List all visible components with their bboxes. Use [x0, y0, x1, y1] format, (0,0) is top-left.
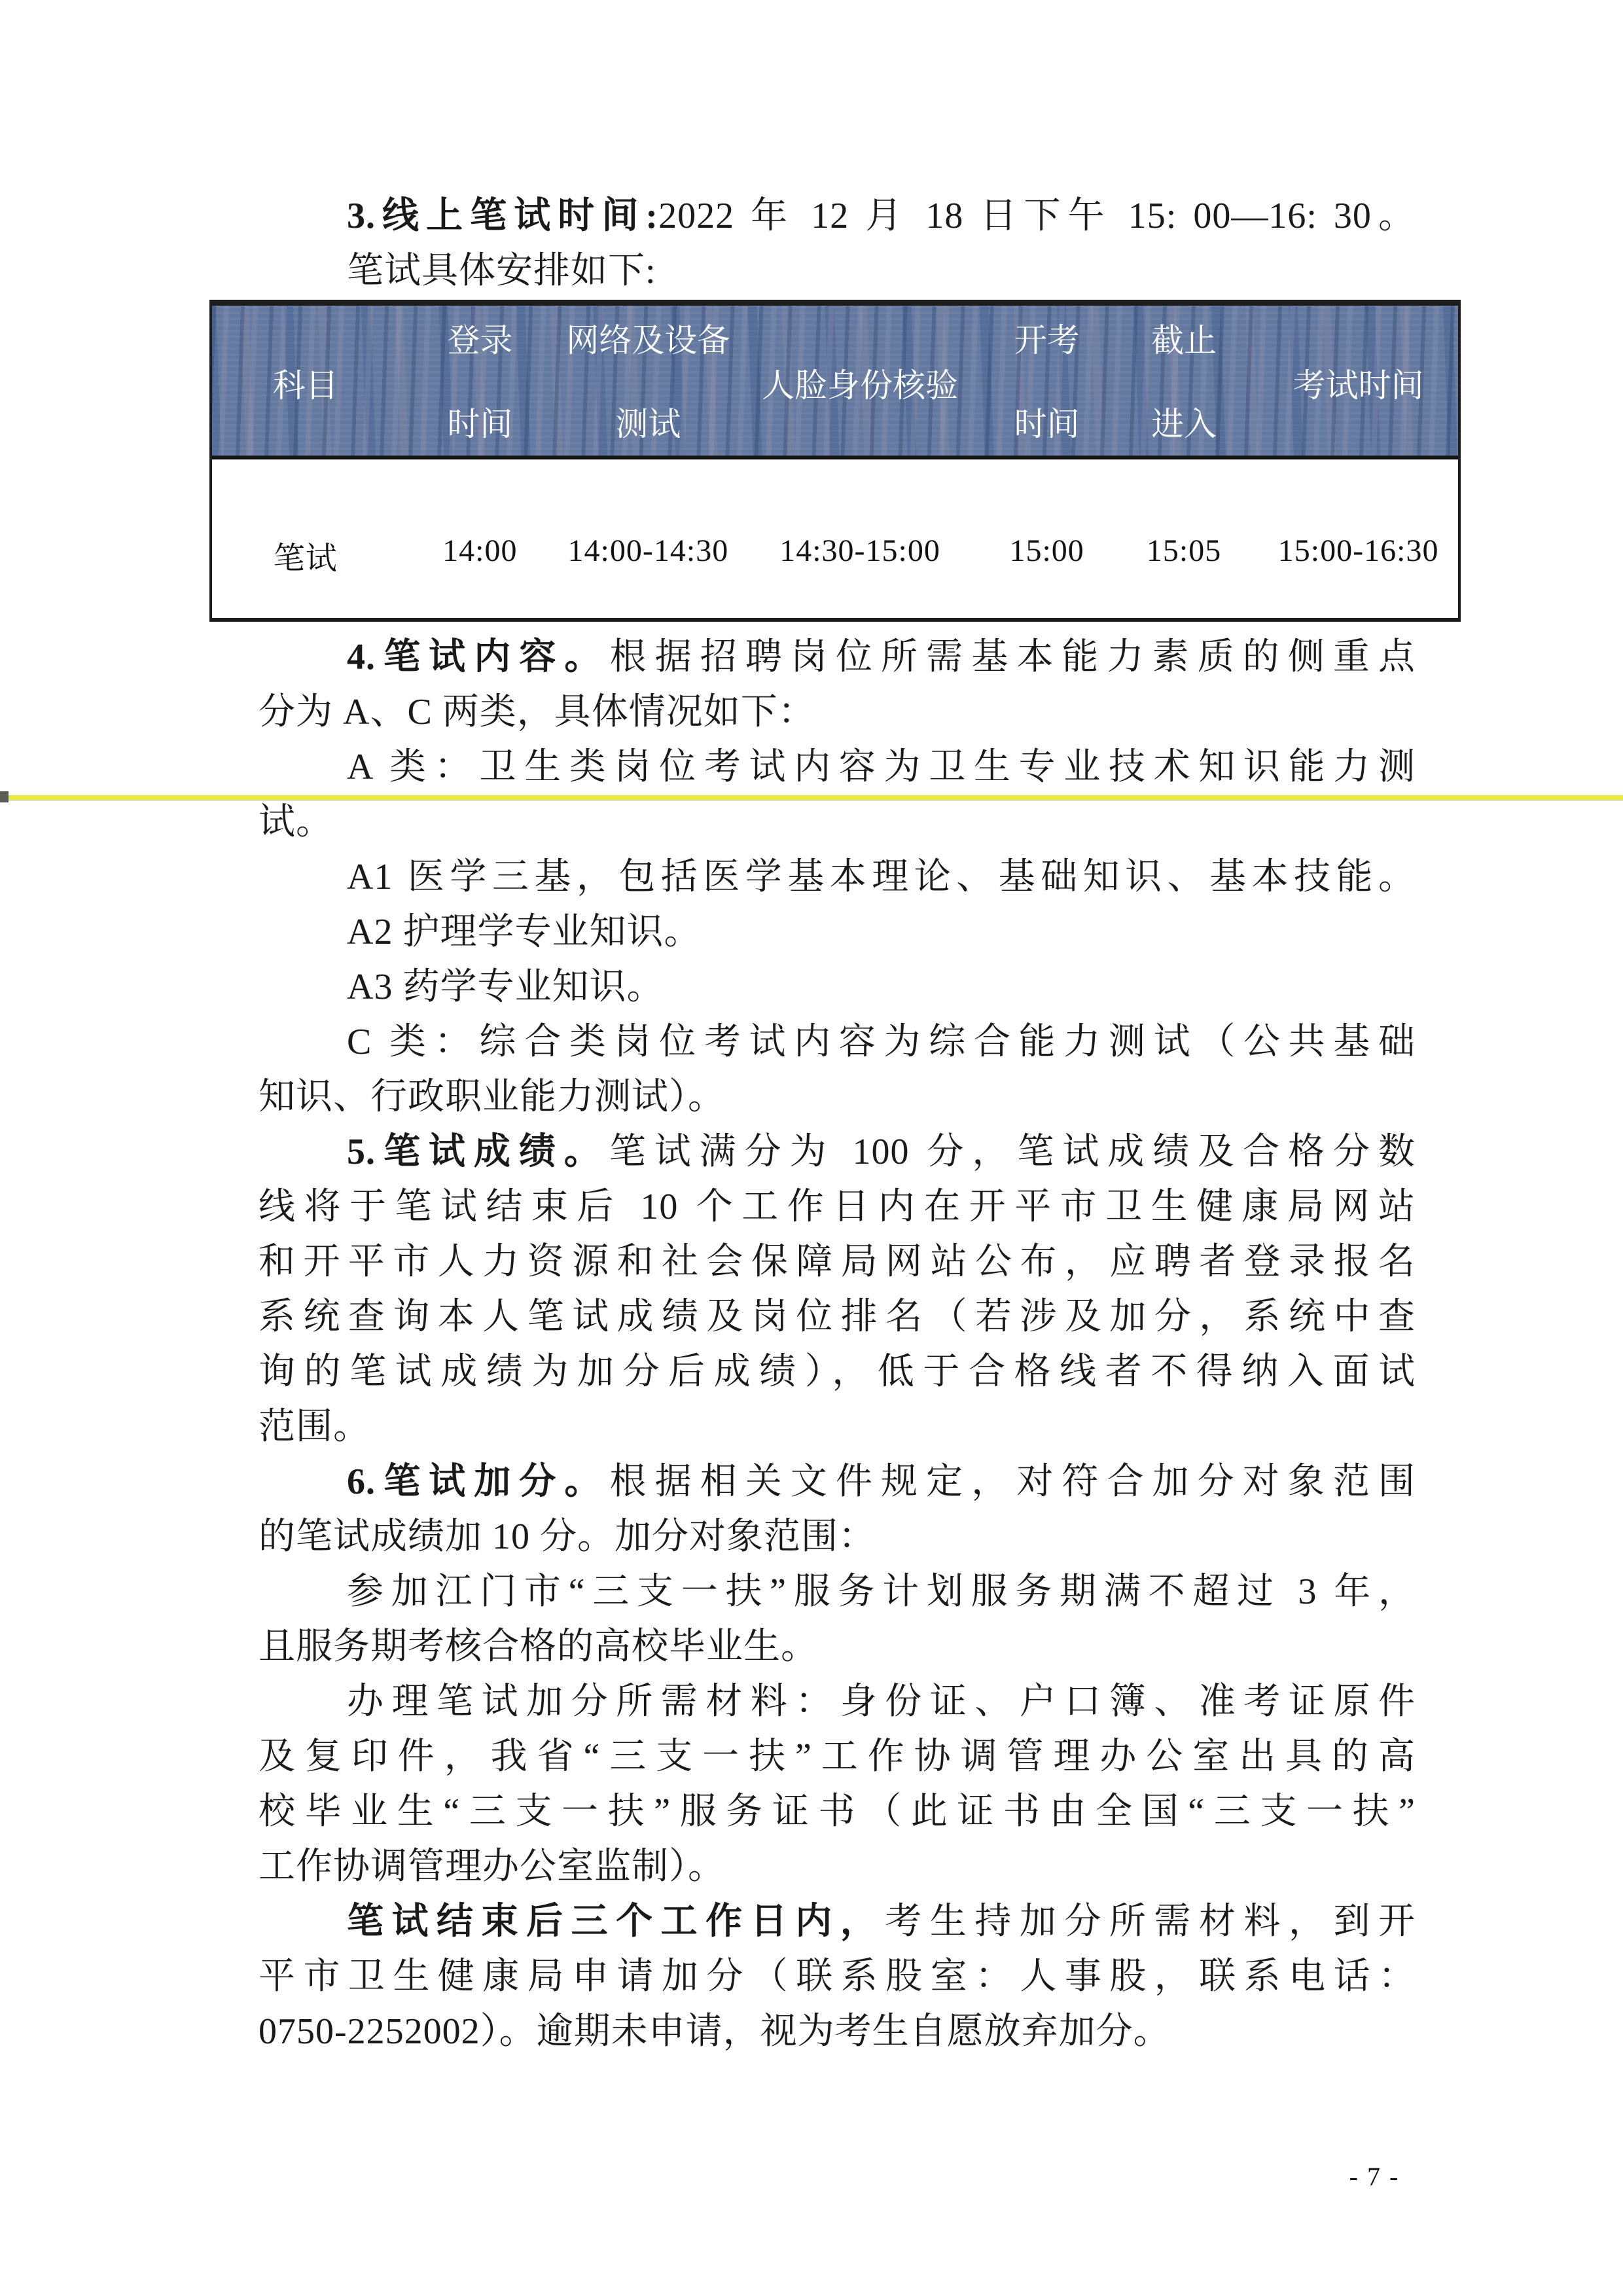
text-segment: A1 医学三基，包括医学基本理论、基础知识、基本技能。: [347, 857, 1416, 897]
text-line: [259, 1344, 1416, 1399]
header-label: 测试: [615, 406, 681, 442]
text-line: [259, 1564, 1416, 1619]
cell-network-device-test: 14:00-14:30: [567, 533, 729, 568]
text-segment: 3.线上笔试时间:: [347, 196, 659, 236]
text-segment: A3 药学专业知识。: [347, 967, 664, 1007]
header-label: 截止: [1151, 322, 1217, 359]
table-row: [212, 459, 1458, 614]
text-segment: 工作协调管理办公室监制）。: [259, 1846, 725, 1887]
text-segment: 试。: [259, 802, 333, 842]
header-label: 时间: [1014, 406, 1080, 442]
text-line: [259, 1289, 1416, 1344]
text-line: [259, 630, 1416, 685]
text-line: [259, 1839, 1416, 1894]
text-line: [259, 740, 1416, 795]
text-line: [259, 1014, 1416, 1069]
body-lines: [259, 630, 1416, 2059]
text-segment: 系统查询本人笔试成绩及岗位排名（若涉及加分，系统中查: [259, 1297, 1416, 1337]
cell-face-identity-verification: 14:30-15:00: [779, 533, 940, 568]
text-segment: 根据相关文件规定，对符合加分对象范围: [609, 1462, 1416, 1502]
text-line: [259, 243, 1416, 298]
header-cell-login-time: [399, 306, 562, 456]
header-label: 时间: [447, 406, 513, 442]
header-label: 进入: [1151, 406, 1217, 442]
cell-exam-time: 15:00-16:30: [1277, 533, 1439, 568]
text-line: [259, 905, 1416, 960]
schedule-table: [209, 300, 1461, 622]
text-line: [259, 1234, 1416, 1289]
text-segment: 笔试满分为 100 分，笔试成绩及合格分数: [609, 1132, 1416, 1172]
text-line: [259, 850, 1416, 905]
text-line: [259, 1949, 1416, 2004]
text-line: [259, 1619, 1416, 1674]
text-segment: 办理笔试加分所需材料：身份证、户口簿、准考证原件: [347, 1681, 1416, 1722]
text-segment: 及复印件，我省“三支一扶”工作协调管理办公室出具的高: [259, 1736, 1416, 1777]
text-segment: 笔试结束后三个工作日内，: [347, 1901, 885, 1942]
text-segment: 根据招聘岗位所需基本能力素质的侧重点: [609, 637, 1416, 677]
text-segment: 2022 年 12 月 18 日下午 15: 00—16: 30。: [658, 196, 1416, 236]
text-segment: 4.笔试内容。: [347, 637, 610, 677]
text-line: [259, 188, 1416, 243]
text-line: [259, 1069, 1416, 1124]
text-line: [259, 2004, 1416, 2059]
text-line: [259, 1729, 1416, 1784]
header-cell-exam-time: [1258, 306, 1458, 456]
text-segment: 线将于笔试结束后 10 个工作日内在开平市卫生健康局网站: [259, 1187, 1416, 1227]
text-segment: 的笔试成绩加 10 分。加分对象范围：: [259, 1516, 876, 1557]
cell-entry-deadline: 15:05: [1146, 533, 1222, 568]
cell-subject: 笔试: [273, 541, 338, 576]
text-segment: 知识、行政职业能力测试）。: [259, 1077, 725, 1117]
header-label: 开考: [1014, 322, 1080, 359]
header-cell-exam-start-time: [984, 306, 1109, 456]
text-line: [259, 1124, 1416, 1179]
cell-exam-start-time: 15:00: [1009, 533, 1084, 568]
header-cell-network-device-test: [561, 306, 736, 456]
header-label: 人脸身份核验: [762, 367, 959, 404]
header-cell-subject: [212, 306, 399, 456]
text-line: [259, 1179, 1416, 1234]
text-line: [259, 1399, 1416, 1454]
header-label: 考试时间: [1293, 367, 1424, 404]
cell-login-time: 14:00: [442, 533, 518, 568]
text-segment: 平市卫生健康局申请加分（联系股室：人事股，联系电话：: [259, 1956, 1416, 1997]
text-segment: 0750-2252002）。逾期未申请，视为考生自愿放弃加分。: [259, 2011, 1171, 2052]
header-label: 登录: [447, 322, 513, 359]
header-label: 网络及设备: [566, 322, 730, 359]
text-segment: 校毕业生“三支一扶”服务证书（此证书由全国“三支一扶”: [259, 1791, 1416, 1832]
text-segment: 参加江门市“三支一扶”服务计划服务期满不超过 3 年，: [347, 1571, 1416, 1612]
text-segment: 询的笔试成绩为加分后成绩），低于合格线者不得纳入面试: [259, 1352, 1416, 1392]
table-header: [212, 306, 1458, 459]
text-line: [259, 1454, 1416, 1509]
header-cell-entry-deadline: [1109, 306, 1258, 456]
text-segment: 考生持加分所需材料，到开: [885, 1901, 1416, 1942]
header-cell-face-identity-verification: [736, 306, 985, 456]
text-line: [259, 1674, 1416, 1729]
text-segment: 6.笔试加分。: [347, 1462, 610, 1502]
text-segment: C 类：综合类岗位考试内容为综合能力测试（公共基础: [347, 1022, 1416, 1062]
text-segment: 5.笔试成绩。: [347, 1132, 609, 1172]
intro-lines: [259, 188, 1416, 298]
text-line: [259, 1509, 1416, 1564]
text-line: [259, 1784, 1416, 1839]
table-body: [212, 459, 1458, 614]
page-number: - 7 -: [1349, 2162, 1400, 2191]
text-segment: A 类：卫生类岗位考试内容为卫生专业技术知识能力测: [347, 747, 1416, 787]
text-line: [259, 685, 1416, 740]
text-segment: 分为 A、C 两类，具体情况如下：: [259, 692, 815, 732]
text-segment: 笔试具体安排如下:: [347, 251, 656, 291]
text-segment: 和开平市人力资源和社会保障局网站公布，应聘者登录报名: [259, 1242, 1416, 1282]
text-line: [259, 1894, 1416, 1949]
text-line: [259, 960, 1416, 1014]
text-segment: 且服务期考核合格的高校毕业生。: [259, 1626, 818, 1667]
header-label: 科目: [272, 367, 338, 404]
text-segment: 范围。: [259, 1407, 370, 1447]
scan-edge-artifact: [0, 791, 9, 802]
text-segment: A2 护理学专业知识。: [347, 912, 702, 952]
text-line: [259, 795, 1416, 850]
